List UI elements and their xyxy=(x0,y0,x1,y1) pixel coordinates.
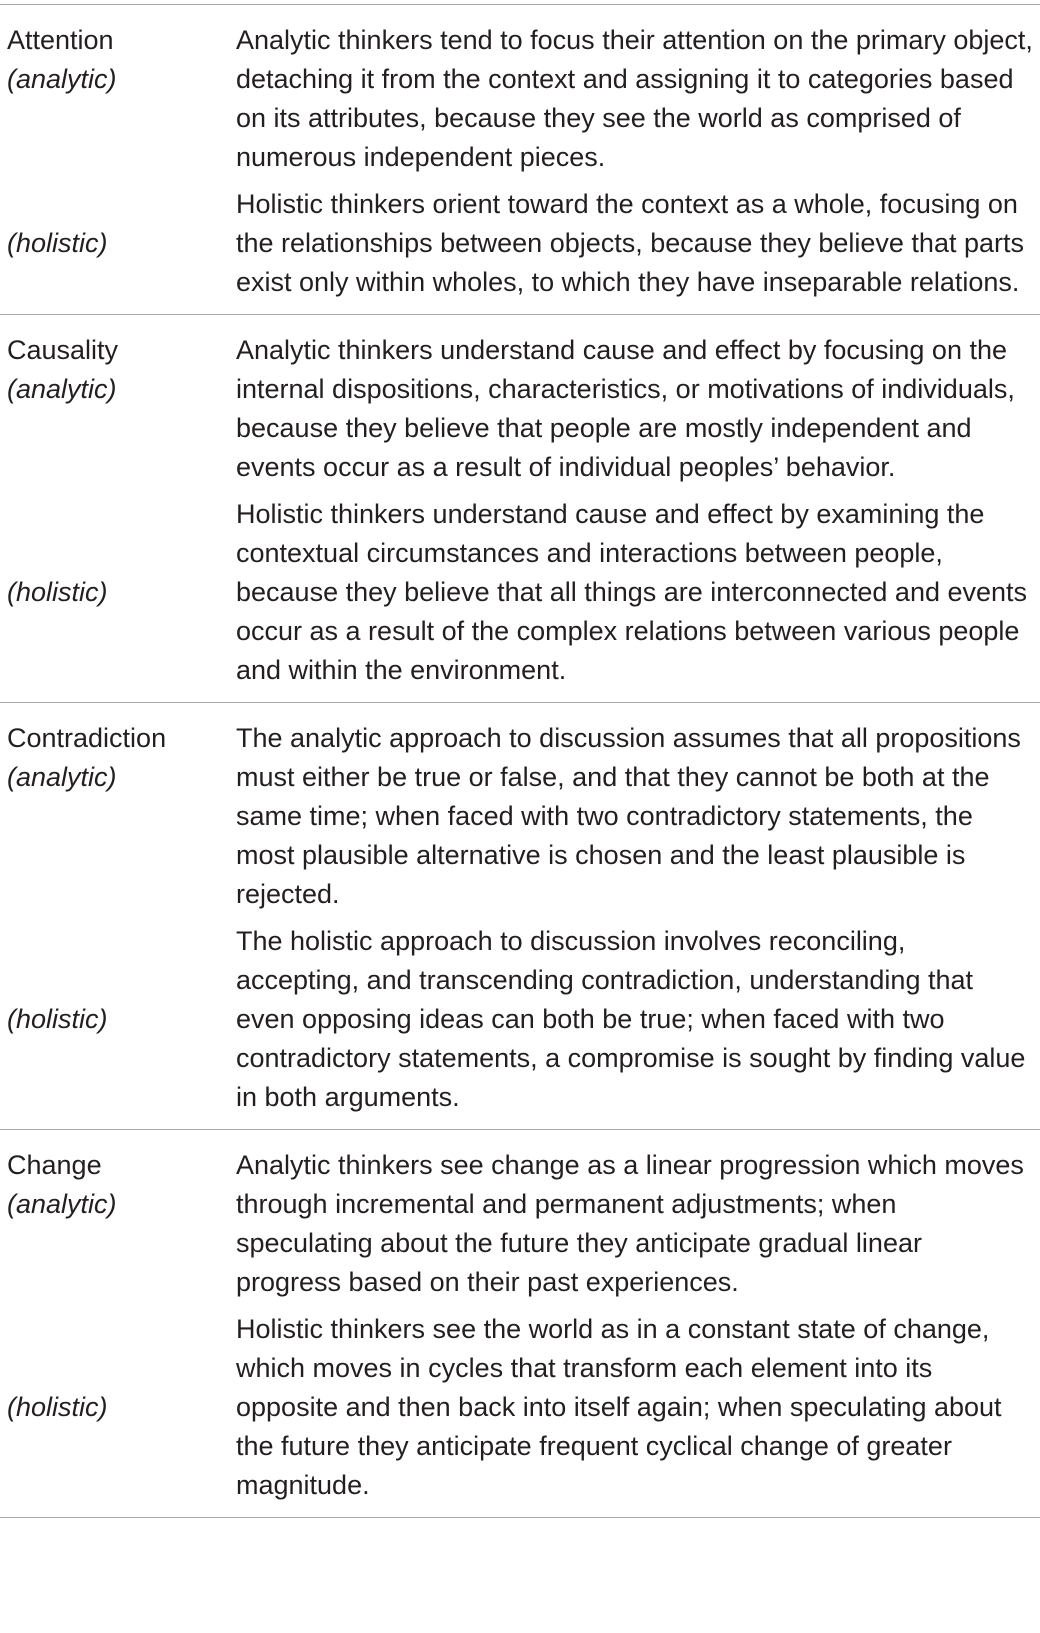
row-label xyxy=(0,1310,236,1505)
category-name: Attention xyxy=(7,25,114,55)
analytic-row xyxy=(0,331,1040,487)
category-name: Causality xyxy=(7,335,119,365)
holistic-label: (holistic) xyxy=(7,1004,108,1034)
row-label xyxy=(0,922,236,1117)
row-label xyxy=(0,1146,236,1302)
analytic-row xyxy=(0,719,1040,914)
analytic-description: Analytic thinkers understand cause and effect by focusing on the internal dispositions, characteristics, or motivations of individuals, because they believe that people are mostly independent and events occur as a result of individual peoples’ behavior. xyxy=(236,335,1015,482)
holistic-description: The holistic approach to discussion involves reconciling, accepting, and transcending contradiction, understanding that even opposing ideas can both be true; when faced with two contradictory statements, a compromise is sought by finding value in both arguments. xyxy=(236,926,1026,1112)
category-name: Change xyxy=(7,1150,102,1180)
holistic-label: (holistic) xyxy=(7,577,108,607)
row-label xyxy=(0,495,236,690)
thinking-styles-table xyxy=(0,4,1040,1518)
section-contradiction xyxy=(0,703,1040,1130)
section-change xyxy=(0,1130,1040,1518)
holistic-row xyxy=(0,1310,1040,1505)
row-label xyxy=(0,21,236,177)
holistic-description: Holistic thinkers orient toward the context as a whole, focusing on the relationships between objects, because they believe that parts exist only within wholes, to which they have inseparable relations. xyxy=(236,189,1024,297)
analytic-label: (analytic) xyxy=(7,374,117,404)
analytic-label: (analytic) xyxy=(7,64,117,94)
holistic-description: Holistic thinkers understand cause and effect by examining the contextual circumstances and interactions between people, because they believe that all things are interconnected and events occur as a result of the complex relations between various people and within the environment. xyxy=(236,499,1028,685)
category-name: Contradiction xyxy=(7,723,167,753)
row-label xyxy=(0,331,236,487)
analytic-label: (analytic) xyxy=(7,762,117,792)
analytic-description: Analytic thinkers see change as a linear progression which moves through incremental and permanent adjustments; when speculating about the future they anticipate gradual linear progress based on their past experiences. xyxy=(236,1150,1024,1297)
holistic-row xyxy=(0,495,1040,690)
holistic-label: (holistic) xyxy=(7,1392,108,1422)
analytic-row xyxy=(0,1146,1040,1302)
analytic-label: (analytic) xyxy=(7,1189,117,1219)
row-label xyxy=(0,185,236,302)
analytic-row xyxy=(0,21,1040,177)
analytic-description: Analytic thinkers tend to focus their attention on the primary object, detaching it from the context and assigning it to categories based on its attributes, because they see the world as comprised of numerous independent pieces. xyxy=(236,25,1033,172)
holistic-row xyxy=(0,185,1040,302)
section-attention xyxy=(0,5,1040,315)
holistic-label: (holistic) xyxy=(7,228,108,258)
row-label xyxy=(0,719,236,914)
analytic-description: The analytic approach to discussion assumes that all propositions must either be true or false, and that they cannot be both at the same time; when faced with two contradictory statements, the most plausible alternative is chosen and the least plausible is rejected. xyxy=(236,723,1021,909)
holistic-row xyxy=(0,922,1040,1117)
section-causality xyxy=(0,315,1040,703)
holistic-description: Holistic thinkers see the world as in a constant state of change, which moves in cycles that transform each element into its opposite and then back into itself again; when speculating about the future they anticipate frequent cyclical change of greater magnitude. xyxy=(236,1314,1002,1500)
